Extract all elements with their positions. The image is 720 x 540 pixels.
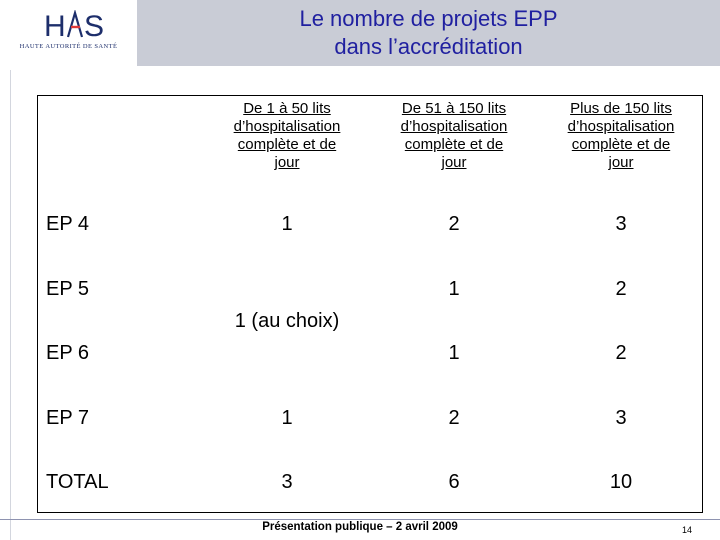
header-col3-line4: jour bbox=[608, 154, 634, 171]
header-col3-line3: complète et de bbox=[571, 136, 671, 153]
header-col3-line2: d’hospitalisation bbox=[567, 118, 675, 135]
left-margin-rule bbox=[10, 70, 11, 540]
has-logo bbox=[0, 0, 137, 66]
header-col2-line2: d’hospitalisation bbox=[400, 118, 508, 135]
slide-title-line2: dans l’accréditation bbox=[334, 34, 523, 59]
footer-rule bbox=[0, 519, 720, 520]
cell-ep6-col2: 1 bbox=[448, 342, 460, 364]
cell-total-col1: 3 bbox=[281, 471, 293, 493]
header-col1 bbox=[212, 100, 362, 172]
row-label-ep5: EP 5 bbox=[46, 278, 89, 300]
cell-ep5-ep6-col1-merged: 1 (au choix) bbox=[234, 310, 340, 332]
row-label-ep7: EP 7 bbox=[46, 407, 89, 429]
header-col2-line3: complète et de bbox=[404, 136, 504, 153]
cell-ep6-col3: 2 bbox=[615, 342, 627, 364]
title-band bbox=[137, 0, 720, 66]
header-col2 bbox=[379, 100, 529, 172]
cell-ep4-col3: 3 bbox=[615, 213, 627, 235]
logo-subtitle: HAUTE AUTORITÉ DE SANTÉ bbox=[19, 43, 118, 50]
cell-total-col3: 10 bbox=[609, 471, 633, 493]
row-label-ep4: EP 4 bbox=[46, 213, 89, 235]
header-col1-line3: complète et de bbox=[237, 136, 337, 153]
page-number: 14 bbox=[682, 525, 693, 535]
has-logo-mark bbox=[44, 10, 106, 40]
svg-text:H: H bbox=[44, 10, 65, 40]
header-col3 bbox=[546, 100, 696, 172]
svg-text:S: S bbox=[84, 10, 105, 40]
cell-ep7-col3: 3 bbox=[615, 407, 627, 429]
cell-ep7-col2: 2 bbox=[448, 407, 460, 429]
cell-ep5-col3: 2 bbox=[615, 278, 627, 300]
header-col1-line1: De 1 à 50 lits bbox=[243, 100, 331, 117]
header-col2-line4: jour bbox=[441, 154, 467, 171]
footer-text: Présentation publique – 2 avril 2009 bbox=[262, 521, 458, 533]
header-col3-line1: Plus de 150 lits bbox=[570, 100, 672, 117]
cell-ep5-col2: 1 bbox=[448, 278, 460, 300]
cell-ep4-col1: 1 bbox=[281, 213, 293, 235]
row-label-ep6: EP 6 bbox=[46, 342, 89, 364]
header-col2-line1: De 51 à 150 lits bbox=[401, 100, 507, 117]
cell-total-col2: 6 bbox=[448, 471, 460, 493]
cell-ep4-col2: 2 bbox=[448, 213, 460, 235]
row-label-total: TOTAL bbox=[46, 471, 109, 493]
slide-title-line1: Le nombre de projets EPP bbox=[299, 6, 558, 31]
header-col1-line2: d’hospitalisation bbox=[233, 118, 341, 135]
cell-ep7-col1: 1 bbox=[281, 407, 293, 429]
header-col1-line4: jour bbox=[274, 154, 300, 171]
